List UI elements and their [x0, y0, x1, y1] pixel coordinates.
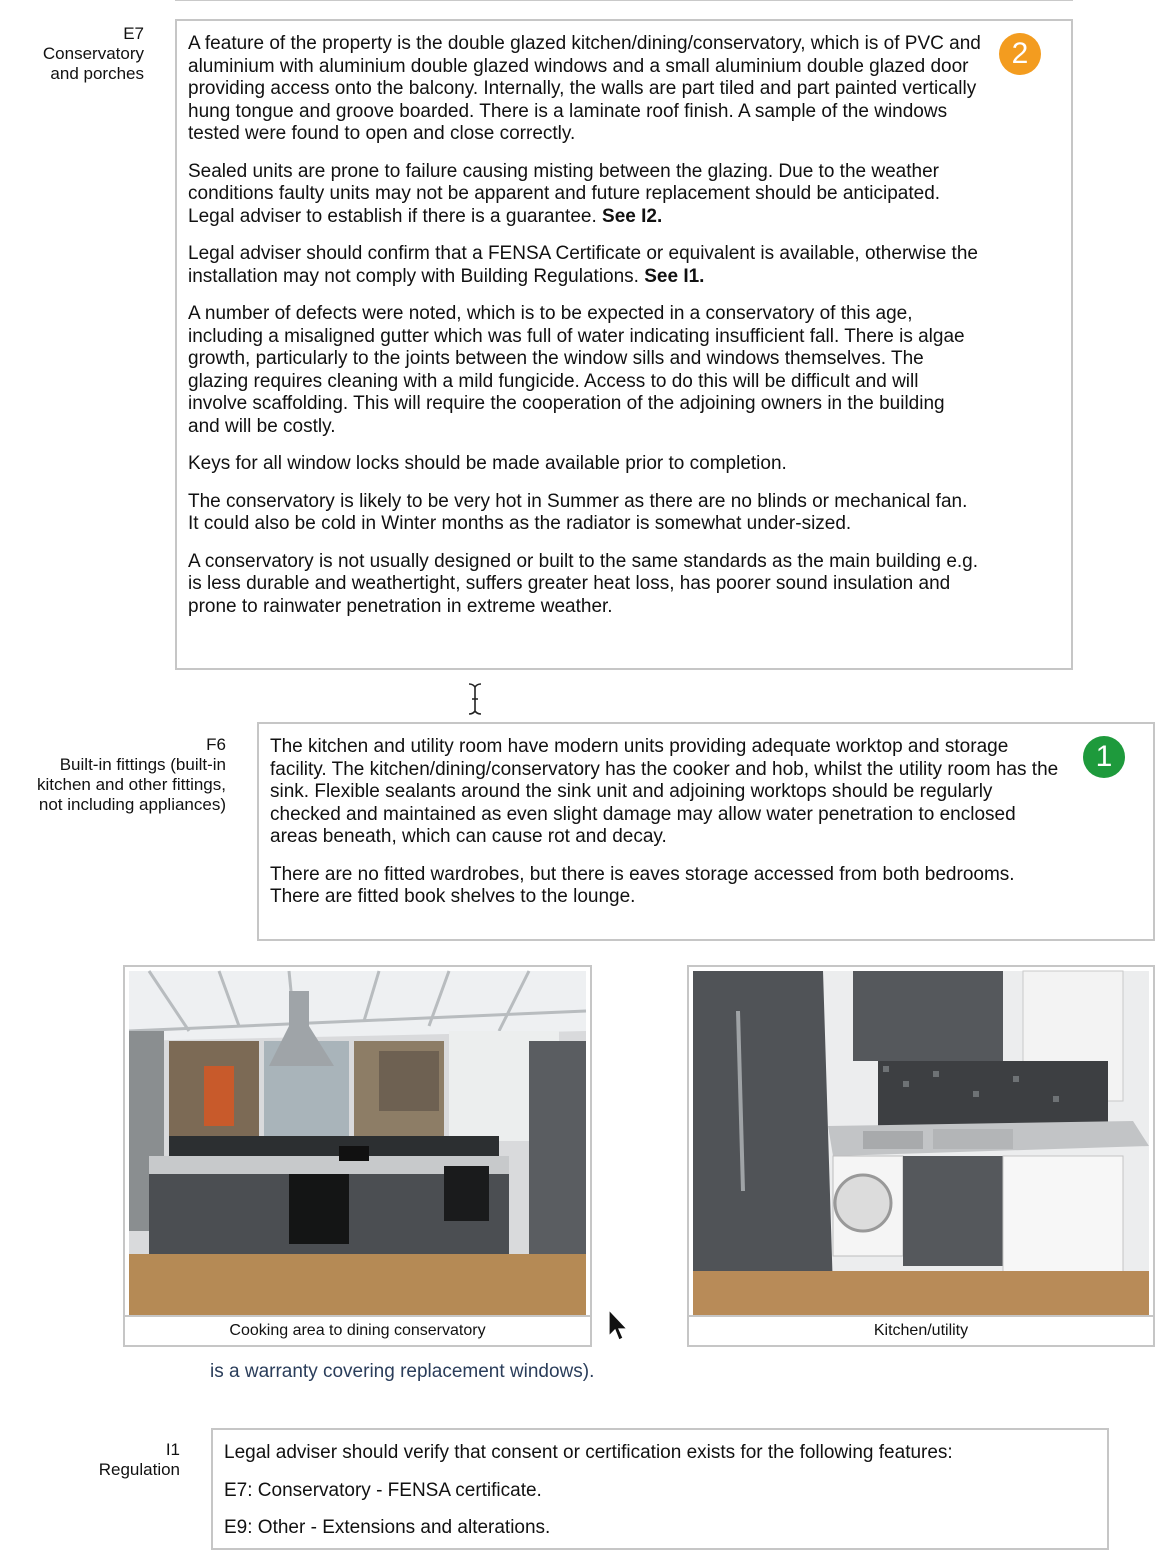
- f6-content-box: [257, 722, 1155, 941]
- e7-paragraph: [188, 33, 981, 146]
- e7-condition-rating-badge: 2: [999, 33, 1041, 75]
- e7-title-line-2: and porches: [50, 64, 144, 83]
- i1-content-box: [211, 1428, 1109, 1550]
- i1-text-run: E7: Conservatory - FENSA certificate.: [224, 1479, 542, 1501]
- f6-text-body: [270, 736, 1068, 909]
- e7-text-body: [188, 33, 981, 618]
- f6-text-run: The kitchen and utility room have modern units providing adequate worktop and storage facility. The kitchen/dining/conservatory has the cooker and hob, whilst the utility room has the sink. Flexible sealants around the sink unit and adjoining worktops should be regularly checked and maintained as even slight damage may allow water penetration to enclosed areas beneath, which can cause rot and decay.: [270, 736, 1059, 847]
- photo-cooking-area: [123, 965, 592, 1347]
- e7-content-box: [175, 19, 1073, 670]
- photo-cooking-area-image: [129, 971, 586, 1317]
- clipped-text-line: [210, 1361, 680, 1395]
- i1-paragraph: [224, 1480, 1087, 1503]
- f6-condition-rating-badge: 1: [1083, 736, 1125, 778]
- e7-paragraph: [188, 303, 981, 438]
- i1-paragraph: [224, 1442, 1087, 1465]
- top-divider: [175, 0, 1073, 1]
- e7-paragraph: [188, 491, 981, 536]
- e7-text-run: A number of defects were noted, which is to be expected in a conservatory of this age, including a misaligned gutter which was full of water indicating insufficient fall. There is algae growth, particularly to the joints between the window sills and windows themselves. The glazing requires cleaning with a mild fungicide. Access to do this will be difficult and will involve scaffolding. This will require the cooperation of the adjoining owners in the building and will be costly.: [188, 303, 965, 437]
- photo-kitchen-utility: [687, 965, 1155, 1347]
- mouse-pointer-icon: [607, 1308, 631, 1344]
- e7-text-run: A feature of the property is the double glazed kitchen/dining/conservatory, which is of PVC and aluminium with aluminium double glazed windows and a small aluminium double glazed door providing access onto the balcony. Internally, the walls are part tiled and part painted vertically hung tongue and groove boarded. There is a laminate roof finish. A sample of the windows tested were found to open and close correctly.: [188, 33, 981, 144]
- f6-title-line-2: kitchen and other fittings,: [36, 775, 226, 794]
- i1-text-run: Legal adviser should verify that consent or certification exists for the following features:: [224, 1442, 953, 1463]
- f6-title-line-3: not including appliances): [38, 795, 226, 814]
- e7-title-line-1: Conservatory: [42, 44, 144, 63]
- f6-text-run: There are no fitted wardrobes, but there is eaves storage accessed from both bedrooms. There are fitted book shelves to the lounge.: [270, 863, 1015, 907]
- i1-code: I1: [165, 1440, 180, 1459]
- i1-title-line-1: Regulation: [98, 1460, 180, 1479]
- i1-paragraph: [224, 1517, 1087, 1540]
- e7-text-run: Legal adviser should confirm that a FENSA Certificate or equivalent is available, otherwise the installation may not comply with Building Regulations.: [188, 243, 978, 287]
- f6-paragraph: [270, 736, 1068, 849]
- e7-text-run: A conservatory is not usually designed or built to the same standards as the main building e.g. is less durable and weathertight, suffers greater heat loss, has poorer sound insulation and prone to rainwater penetration in extreme weather.: [188, 550, 979, 617]
- photo-cooking-area-caption: Cooking area to dining conservatory: [125, 1315, 590, 1345]
- f6-title-line-1: Built-in fittings (built-in: [59, 755, 226, 774]
- e7-code: E7: [123, 24, 144, 43]
- e7-cross-reference: See I1.: [644, 265, 705, 287]
- e7-cross-reference: See I2.: [602, 205, 663, 227]
- e7-text-run: Keys for all window locks should be made available prior to completion.: [188, 453, 787, 474]
- kitchen-utility-illustration: [693, 971, 1149, 1317]
- photo-kitchen-utility-caption: Kitchen/utility: [689, 1315, 1153, 1345]
- f6-code: F6: [206, 735, 226, 754]
- e7-paragraph: [188, 551, 981, 619]
- e7-paragraph: [188, 243, 981, 288]
- f6-section-label: [0, 735, 226, 815]
- text-cursor-icon: [466, 682, 484, 716]
- kitchen-conservatory-illustration: [129, 971, 586, 1317]
- photo-kitchen-utility-image: [693, 971, 1149, 1317]
- e7-text-run: Sealed units are prone to failure causing misting between the glazing. Due to the weather conditions faulty units may not be apparent and future replacement should be anticipated. Legal adviser to establish if there is a guarantee.: [188, 160, 941, 227]
- i1-section-label: [60, 1440, 180, 1480]
- f6-paragraph: [270, 864, 1068, 909]
- i1-text-body: [224, 1442, 1087, 1540]
- e7-section-label: [20, 24, 144, 84]
- e7-text-run: The conservatory is likely to be very hot in Summer as there are no blinds or mechanical fan. It could also be cold in Winter months as the radiator is somewhat under-sized.: [188, 490, 968, 534]
- e7-paragraph: [188, 453, 981, 476]
- e7-paragraph: [188, 161, 981, 229]
- i1-text-run: E9: Other - Extensions and alterations.: [224, 1517, 551, 1538]
- clipped-text: is a warranty covering replacement windows).: [210, 1361, 595, 1382]
